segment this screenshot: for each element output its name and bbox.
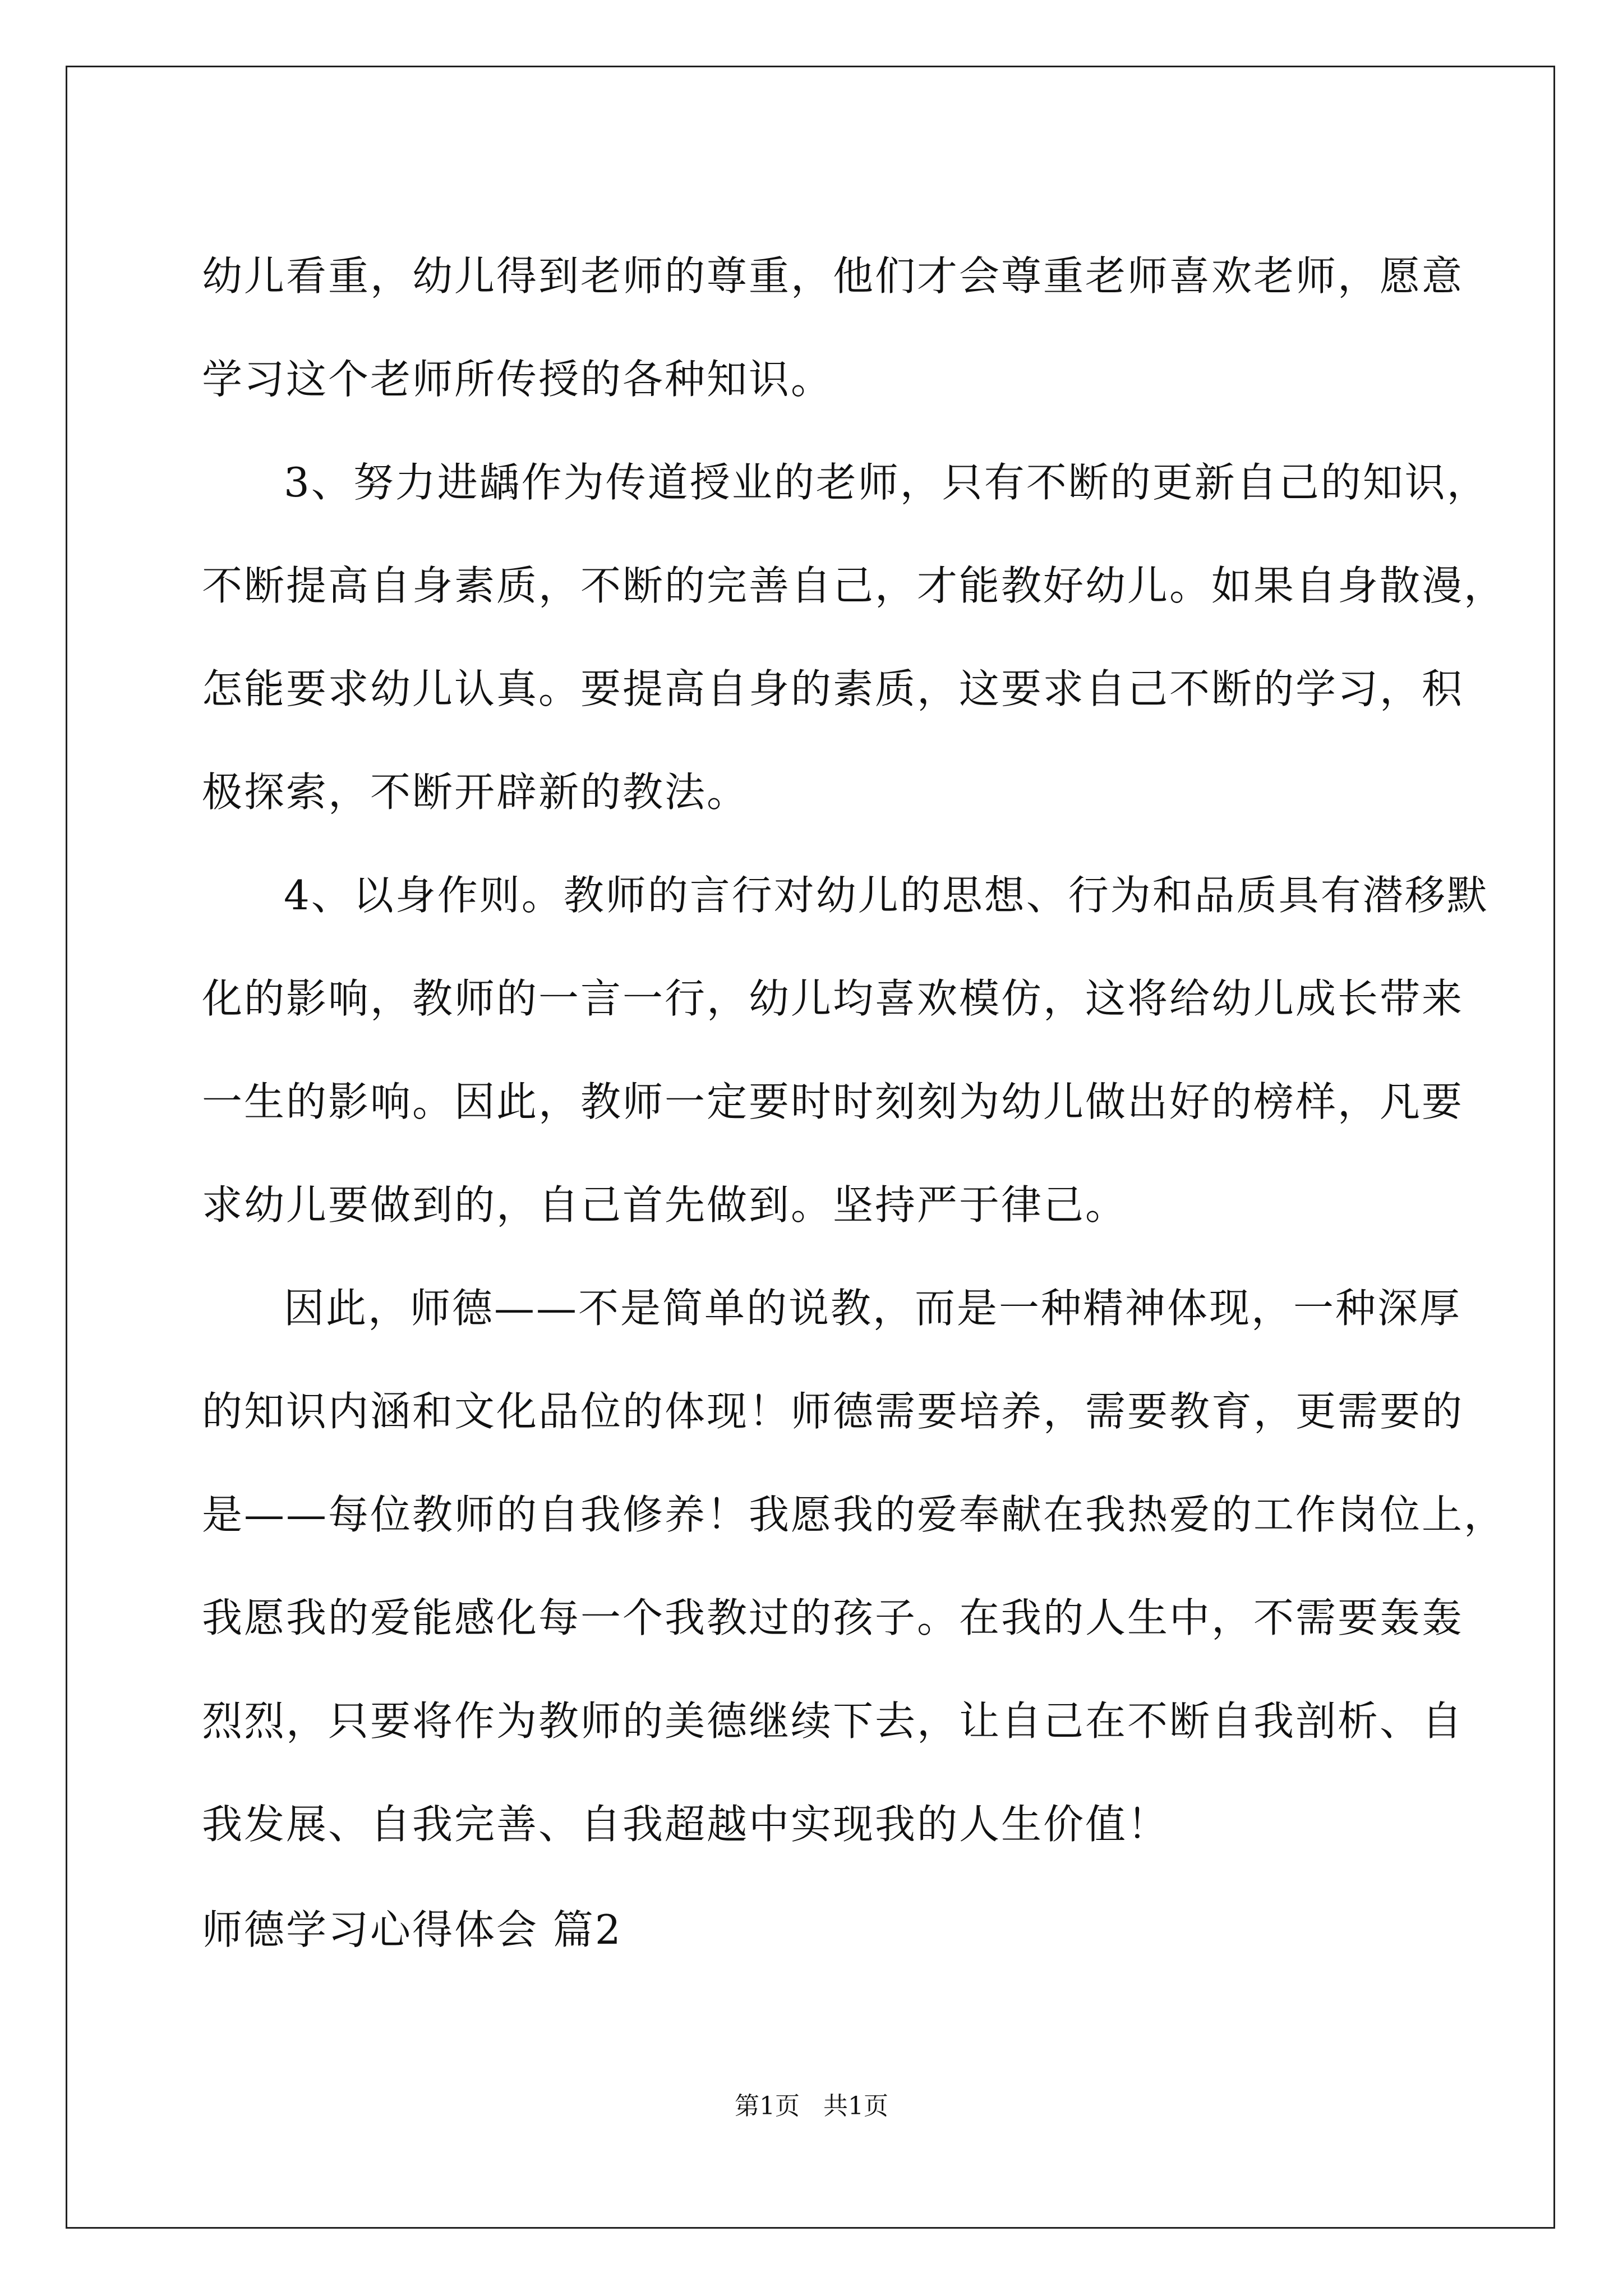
text-line: 我愿我的爱能感化每一个我教过的孩子。在我的人生中，不需要轰轰 <box>202 1594 1464 1641</box>
text-line: 幼儿看重，幼儿得到老师的尊重，他们才会尊重老师喜欢老师，愿意 <box>202 252 1464 300</box>
body-text <box>202 224 1506 1876</box>
text-line: 一生的影响。因此，教师一定要时时刻刻为幼儿做出好的榜样，凡要 <box>202 1078 1464 1125</box>
page-footer: 第1页 共1页 <box>735 2092 888 2120</box>
text-line: 因此，师德——不是简单的说教，而是一种精神体现，一种深厚 <box>284 1285 1462 1332</box>
text-line: 烈烈，只要将作为教师的美德继续下去，让自己在不断自我剖析、自 <box>202 1697 1464 1745</box>
text-line: 极探索，不断开辟新的教法。 <box>202 769 749 816</box>
text-line: 化的影响，教师的一言一行，幼儿均喜欢模仿，这将给幼儿成长带来 <box>202 975 1464 1022</box>
text-line: 4、以身作则。教师的言行对幼儿的思想、行为和品质具有潜移默 <box>284 872 1489 919</box>
text-line: 求幼儿要做到的，自己首先做到。坚持严于律己。 <box>202 1181 1128 1228</box>
text-line: 怎能要求幼儿认真。要提高自身的素质，这要求自己不断的学习，积 <box>202 665 1464 712</box>
text-line: 的知识内涵和文化品位的体现！师德需要培养，需要教育，更需要的 <box>202 1388 1464 1435</box>
text-line: 不断提高自身素质，不断的完善自己，才能教好幼儿。如果自身散漫， <box>202 562 1506 609</box>
text-line: 我发展、自我完善、自我超越中实现我的人生价值！ <box>202 1801 1170 1848</box>
text-line: 3、努力进龋作为传道授业的老师，只有不断的更新自己的知识， <box>284 459 1489 506</box>
section-heading: 师德学习心得体会 篇2 <box>202 1906 623 1953</box>
text-line: 学习这个老师所传授的各种知识。 <box>202 356 833 403</box>
text-line: 是——每位教师的自我修养！我愿我的爱奉献在我热爱的工作岗位上， <box>202 1491 1506 1538</box>
